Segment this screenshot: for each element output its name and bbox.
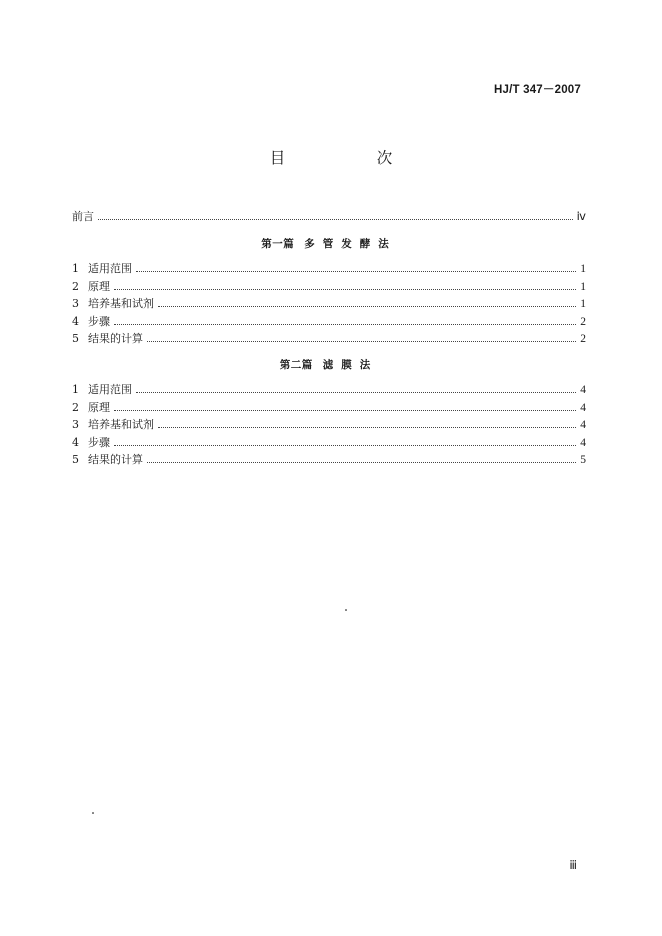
toc-entry[interactable]: [72, 451, 586, 469]
dot-leader: [114, 289, 576, 290]
toc-entry-number: 4: [72, 435, 79, 449]
print-speck: [345, 609, 347, 611]
toc-entry-label: 前言: [72, 210, 94, 223]
toc-entry-page: 5: [580, 454, 586, 467]
dot-leader: [147, 341, 576, 342]
toc-entry-label: 原理: [88, 400, 110, 414]
part-heading-name: 滤膜法: [322, 359, 379, 371]
toc-entry[interactable]: [72, 399, 586, 417]
toc-entry-label: 步骤: [88, 314, 110, 328]
part-heading-prefix: 第一篇: [261, 238, 295, 250]
dot-leader: [136, 271, 576, 272]
part-heading-name: 多管发酵法: [304, 238, 397, 250]
toc-entry[interactable]: [72, 295, 586, 313]
toc-entry-number: 1: [72, 383, 79, 396]
toc-entry-label: 适用范围: [88, 383, 132, 396]
part-heading: [72, 356, 586, 374]
dot-leader: [136, 392, 576, 393]
toc-entry-label: 步骤: [88, 435, 110, 449]
toc-entry-number: 3: [72, 297, 79, 311]
toc-entry[interactable]: [72, 278, 586, 296]
toc-entry-page: 1: [580, 298, 586, 311]
toc-entry-label: 培养基和试剂: [88, 297, 154, 311]
toc-entry-page: 2: [580, 315, 586, 328]
toc-entry-page: 1: [580, 263, 586, 275]
print-speck: [92, 812, 94, 814]
toc-entry-page: 4: [580, 436, 586, 449]
toc-entry-page: 4: [580, 384, 586, 396]
toc-entry-label: 结果的计算: [88, 453, 143, 467]
toc-entry-number: 1: [72, 262, 79, 275]
toc-foreword: [72, 208, 586, 226]
toc-entry[interactable]: [72, 260, 586, 278]
toc-entry-page: 2: [580, 333, 586, 346]
toc-entry[interactable]: [72, 381, 586, 399]
dot-leader: [147, 462, 576, 463]
toc-entry[interactable]: [72, 434, 586, 452]
toc-entry[interactable]: [72, 330, 586, 348]
dot-leader: [114, 324, 576, 325]
toc-entry-page: 4: [580, 401, 586, 414]
toc-entry-number: 2: [72, 400, 79, 414]
toc-entry-label: 结果的计算: [88, 332, 143, 346]
toc-entry-foreword[interactable]: [72, 208, 586, 226]
toc-entry-number: 5: [72, 332, 79, 346]
part-heading-prefix: 第二篇: [279, 359, 313, 371]
dot-leader: [158, 427, 576, 428]
toc-entry-page: 1: [580, 280, 586, 293]
toc-entry-number: 2: [72, 279, 79, 293]
toc-entry[interactable]: [72, 416, 586, 434]
page-title: 目 次: [269, 149, 431, 167]
part-heading: [72, 235, 586, 253]
page-number: ⅲ: [569, 858, 577, 872]
dot-leader: [158, 306, 576, 307]
toc-part-1: [72, 235, 586, 348]
toc-entry-number: 3: [72, 418, 79, 432]
toc-entry-number: 5: [72, 453, 79, 467]
dot-leader: [98, 219, 573, 220]
document-code: HJ/T 347－2007: [494, 84, 581, 96]
dot-leader: [114, 445, 576, 446]
toc-entry-label: 培养基和试剂: [88, 418, 154, 432]
toc-entry-page: ⅳ: [576, 211, 586, 223]
toc-entry-label: 原理: [88, 279, 110, 293]
toc-entry-page: 4: [580, 419, 586, 432]
toc-entry-label: 适用范围: [88, 262, 132, 275]
toc-entry-number: 4: [72, 314, 79, 328]
dot-leader: [114, 410, 576, 411]
toc-entry[interactable]: [72, 313, 586, 331]
toc-part-2: [72, 356, 586, 469]
